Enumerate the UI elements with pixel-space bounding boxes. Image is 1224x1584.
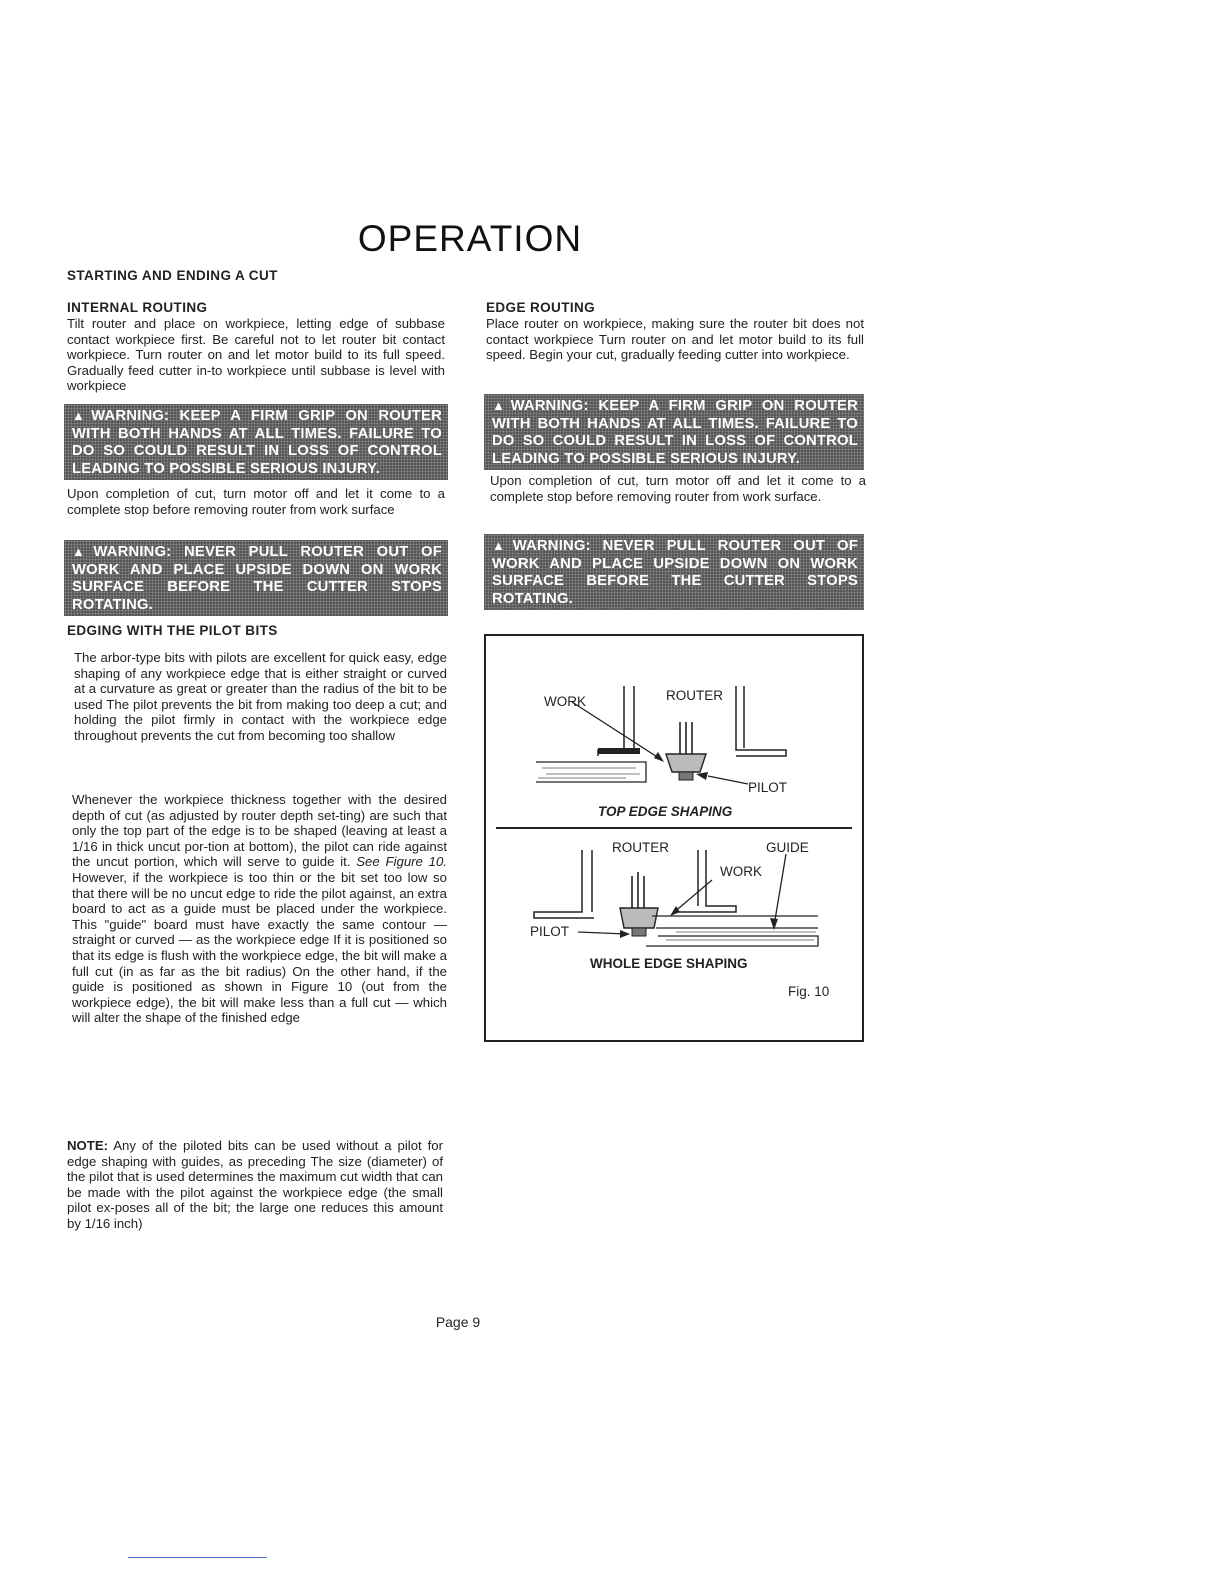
edge-routing-heading: EDGE ROUTING bbox=[486, 300, 596, 315]
router-base-left bbox=[598, 748, 640, 754]
pilot-bits-paragraph-1: The arbor-type bits with pilots are excellent for quick easy, edge shaping of any workpiece edge that is either straight or curved at a curvature as great or greater than the radius of the bit to be used The pilot prevents the bit from making too deep a cut; and holding the pilot firmly in contact with the workpiece edge throughout prevents the cut from becoming too shallow bbox=[74, 650, 447, 743]
warning-triangle-icon: ▲ bbox=[492, 538, 513, 553]
note-paragraph: NOTE: Any of the piloted bits can be used without a pilot for edge shaping with guides, as preceding The size (diameter) of the pilot that is used determines the maximum cut width that can be made with the pilot against the workpiece edge (the small pilot ex-poses all of the bit; the large one reduces this amount by 1/16 inch) bbox=[67, 1138, 444, 1231]
figure-number: Fig. 10 bbox=[788, 984, 830, 999]
warning-triangle-icon: ▲ bbox=[492, 398, 511, 413]
warning-text: WARNING: NEVER PULL ROUTER OUT OF WORK AND PLACE UPSIDE DOWN ON WORK SURFACE BEFORE THE CUTTER STOPS ROTATING. bbox=[72, 544, 442, 613]
internal-routing-heading: INTERNAL ROUTING bbox=[67, 300, 208, 315]
pilot-pointer bbox=[708, 776, 748, 784]
figure-10-diagram bbox=[486, 636, 862, 1040]
router-right-side bbox=[674, 850, 736, 912]
guide-board bbox=[646, 928, 818, 946]
pilot-bits-paragraph-2: Whenever the workpiece thickness together with the desired depth of cut (as adjusted by router depth set-ting) are such that only the top part of the edge is to be shaped (leaving at least a 1/16 in thick uncut por-tion at bottom), the pilot can ride against the uncut portion, which will serve to guide it. See Figure 10. However, if the workpiece is too thin or the bit set too low so that there will be no uncut edge to ride the pilot against, an extra board to act as a guide must be placed under the workpiece. This "guide" board must have exactly the same contour — straight or curved — as the workpiece edge If it is positioned so that its edge is flush with the workpiece edge, the bit will make a full cut (in as far as the bit radius) On the other hand, if the guide is positioned as shown in Figure 10 (out from the workpiece edge), the bit will make less than a full cut — which will alter the shape of the finished edge bbox=[72, 792, 447, 1026]
guide-pointer bbox=[774, 854, 786, 926]
figure-reference: See Figure 10. bbox=[356, 854, 447, 870]
warning-triangle-icon: ▲ bbox=[72, 408, 92, 423]
pilot bbox=[632, 928, 646, 936]
warning-text: WARNING: KEEP A FIRM GRIP ON ROUTER WITH BOTH HANDS AT ALL TIMES. FAILURE TO DO SO COULD RESULT IN LOSS OF CONTROL LEADING TO POSSIBLE SERIOUS INJURY. bbox=[492, 398, 858, 467]
whole-edge-diagram bbox=[530, 840, 818, 971]
section-heading: STARTING AND ENDING A CUT bbox=[67, 268, 278, 283]
internal-routing-text: Tilt router and place on workpiece, letting edge of subbase contact workpiece first. Be careful not to let router bit contact workpiece. Turn router on and let motor build to its full speed. Gradually feed cutter in-to workpiece until subbase is level with workpiece bbox=[67, 316, 445, 394]
label-guide: GUIDE bbox=[766, 840, 809, 855]
label-pilot: PILOT bbox=[530, 924, 570, 939]
note-label: NOTE: bbox=[67, 1138, 109, 1153]
work-board bbox=[536, 762, 646, 782]
completion-text-right: Upon completion of cut, turn motor off and let it come to a complete stop before removing router from work surface. bbox=[490, 473, 866, 504]
warning-text: WARNING: KEEP A FIRM GRIP ON ROUTER WITH BOTH HANDS AT ALL TIMES. FAILURE TO DO SO COULD RESULT IN LOSS OF CONTROL LEADING TO POSSIBLE SERIOUS INJURY. bbox=[72, 408, 442, 477]
label-router: ROUTER bbox=[612, 840, 669, 855]
pilot-bits-heading: EDGING WITH THE PILOT BITS bbox=[67, 623, 278, 638]
warning-box-grip-right bbox=[484, 394, 864, 470]
router-left-side bbox=[534, 850, 594, 918]
caption-top-edge-shaping: TOP EDGE SHAPING bbox=[598, 804, 733, 819]
router-bit bbox=[620, 908, 658, 928]
label-work: WORK bbox=[720, 864, 762, 879]
page-title: OPERATION bbox=[357, 218, 583, 259]
warning-box-grip-left bbox=[64, 404, 448, 480]
router-bit bbox=[666, 754, 706, 772]
pilot bbox=[679, 772, 693, 780]
warning-box-upside-left bbox=[64, 540, 448, 616]
completion-text-left: Upon completion of cut, turn motor off and let it come to a complete stop before removing router from work surface bbox=[67, 486, 445, 517]
page-number: Page 9 bbox=[435, 1314, 481, 1330]
figure-10-box bbox=[484, 634, 864, 1042]
top-edge-diagram bbox=[536, 686, 787, 819]
label-router: ROUTER bbox=[666, 688, 723, 703]
router-left-side bbox=[598, 686, 634, 756]
warning-text: WARNING: NEVER PULL ROUTER OUT OF WORK AND PLACE UPSIDE DOWN ON WORK SURFACE BEFORE THE CUTTER STOPS ROTATING. bbox=[492, 538, 858, 607]
edge-routing-text: Place router on workpiece, making sure the router bit does not contact workpiece Turn router on and let motor build to its full speed. Begin your cut, gradually feeding cutter into workpiece. bbox=[486, 316, 864, 363]
pilot-pointer bbox=[578, 932, 626, 934]
label-pilot: PILOT bbox=[748, 780, 788, 795]
label-work: WORK bbox=[544, 694, 586, 709]
warning-box-upside-right bbox=[484, 534, 864, 610]
footer-rule bbox=[128, 1557, 267, 1558]
caption-whole-edge-shaping: WHOLE EDGE SHAPING bbox=[590, 956, 748, 971]
warning-triangle-icon: ▲ bbox=[72, 544, 94, 559]
